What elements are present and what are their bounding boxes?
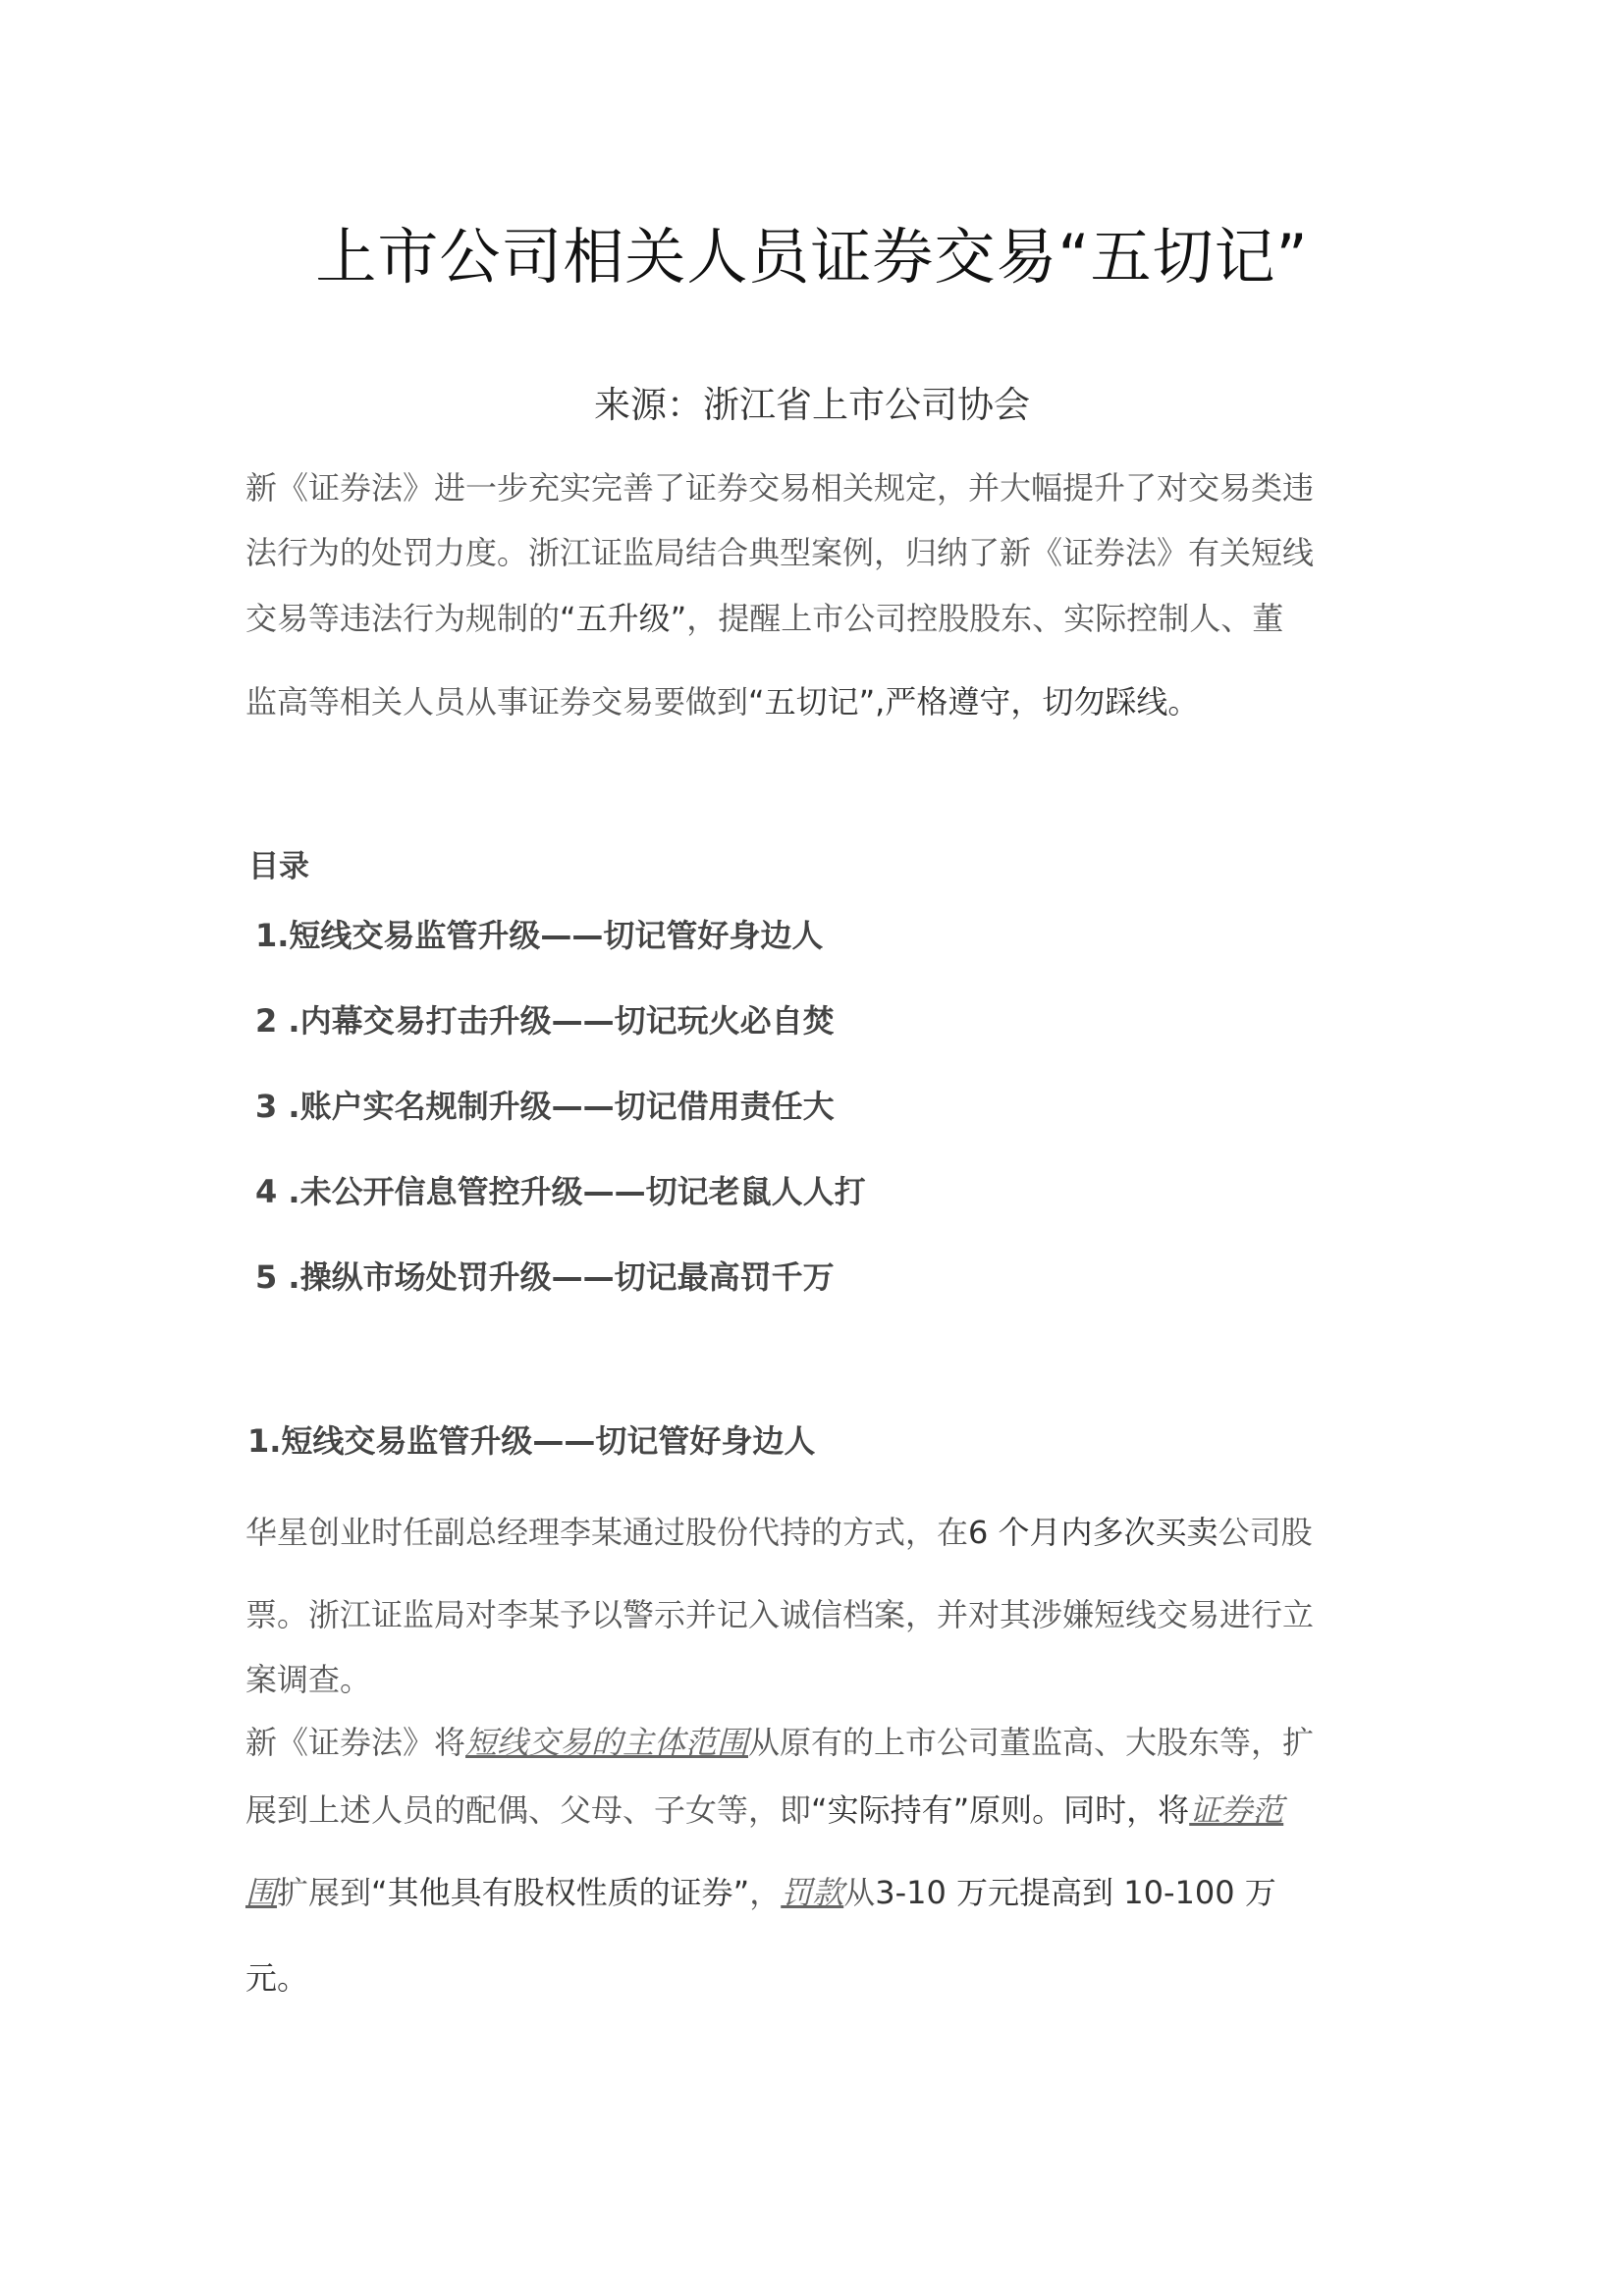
body-emphasis: 元。 bbox=[245, 1959, 309, 1997]
document-title: 上市公司相关人员证券交易“五切记” bbox=[315, 221, 1309, 293]
section1-p1-line-3 bbox=[245, 1655, 1375, 1700]
toc-heading: 目录 bbox=[248, 849, 309, 884]
body-text: 公司股 bbox=[1218, 1514, 1313, 1551]
section1-p2-line-1 bbox=[245, 1718, 1375, 1763]
section1-p2-line-2 bbox=[245, 1786, 1375, 1831]
body-underlined: 罚款 bbox=[781, 1874, 844, 1911]
section-heading: 1.短线交易监管升级——切记管好身边人 bbox=[247, 1422, 816, 1460]
body-emphasis: 6 个月内多次买卖 bbox=[968, 1514, 1218, 1551]
body-underlined: 围 bbox=[245, 1874, 278, 1911]
body-text: ， bbox=[749, 1874, 782, 1911]
intro-text: 法行为的处罚力度。浙江证监局结合典型案例，归纳了新《证券法》有关短线 bbox=[245, 534, 1315, 571]
body-text: 华星创业时任副总经理李某通过股份代持的方式，在 bbox=[245, 1514, 969, 1551]
body-emphasis: 3-10 万元提高到 10-100 万 bbox=[875, 1874, 1276, 1911]
body-text: 票。浙江证监局对李某予以警示并记入诚信档案，并对其涉嫌短线交易进行立 bbox=[245, 1596, 1315, 1633]
body-emphasis: “实际持有”原则。同时，将 bbox=[811, 1791, 1190, 1829]
body-text: 案调查。 bbox=[245, 1661, 372, 1698]
section1-p2-line-4 bbox=[245, 1953, 1375, 1999]
section1-p1-line-1 bbox=[245, 1508, 1375, 1553]
toc-item[interactable]: 3 .账户实名规制升级——切记借用责任大 bbox=[255, 1088, 835, 1125]
body-text: 扩展到 bbox=[277, 1874, 372, 1911]
body-underlined: 短线交易的主体范围 bbox=[465, 1724, 749, 1761]
section1-p2-line-3 bbox=[245, 1868, 1375, 1913]
section1-p1-line-2 bbox=[245, 1590, 1375, 1635]
intro-line-1 bbox=[245, 463, 1375, 508]
document-source: 来源：浙江省上市公司协会 bbox=[594, 384, 1030, 426]
toc-item[interactable]: 4 .未公开信息管控升级——切记老鼠人人打 bbox=[255, 1173, 866, 1210]
toc-item[interactable]: 1.短线交易监管升级——切记管好身边人 bbox=[255, 917, 824, 954]
body-emphasis: “其他具有股权性质的证券” bbox=[371, 1874, 750, 1911]
body-underlined: 证券范 bbox=[1189, 1791, 1284, 1829]
body-text: 新《证券法》将 bbox=[245, 1724, 466, 1761]
intro-emphasis: “五切记”,严格遵守，切勿踩线。 bbox=[748, 683, 1200, 721]
intro-text: 交易等违法行为规制的 bbox=[245, 600, 561, 637]
intro-text: 新《证券法》进一步充实完善了证券交易相关规定，并大幅提升了对交易类违 bbox=[245, 469, 1315, 507]
intro-line-3 bbox=[245, 594, 1375, 639]
toc-item[interactable]: 5 .操纵市场处罚升级——切记最高罚千万 bbox=[255, 1258, 835, 1296]
intro-emphasis: “五升级” bbox=[560, 600, 687, 637]
intro-text: 监高等相关人员从事证券交易要做到 bbox=[245, 683, 749, 721]
intro-line-2 bbox=[245, 528, 1375, 573]
body-text: 从原有的上市公司董监高、大股东等，扩 bbox=[748, 1724, 1315, 1761]
body-text: 从 bbox=[843, 1874, 876, 1911]
intro-text: ，提醒上市公司控股股东、实际控制人、董 bbox=[686, 600, 1284, 637]
intro-line-4 bbox=[245, 677, 1375, 722]
body-text: 展到上述人员的配偶、父母、子女等，即 bbox=[245, 1791, 812, 1829]
toc-item[interactable]: 2 .内幕交易打击升级——切记玩火必自焚 bbox=[255, 1002, 835, 1040]
